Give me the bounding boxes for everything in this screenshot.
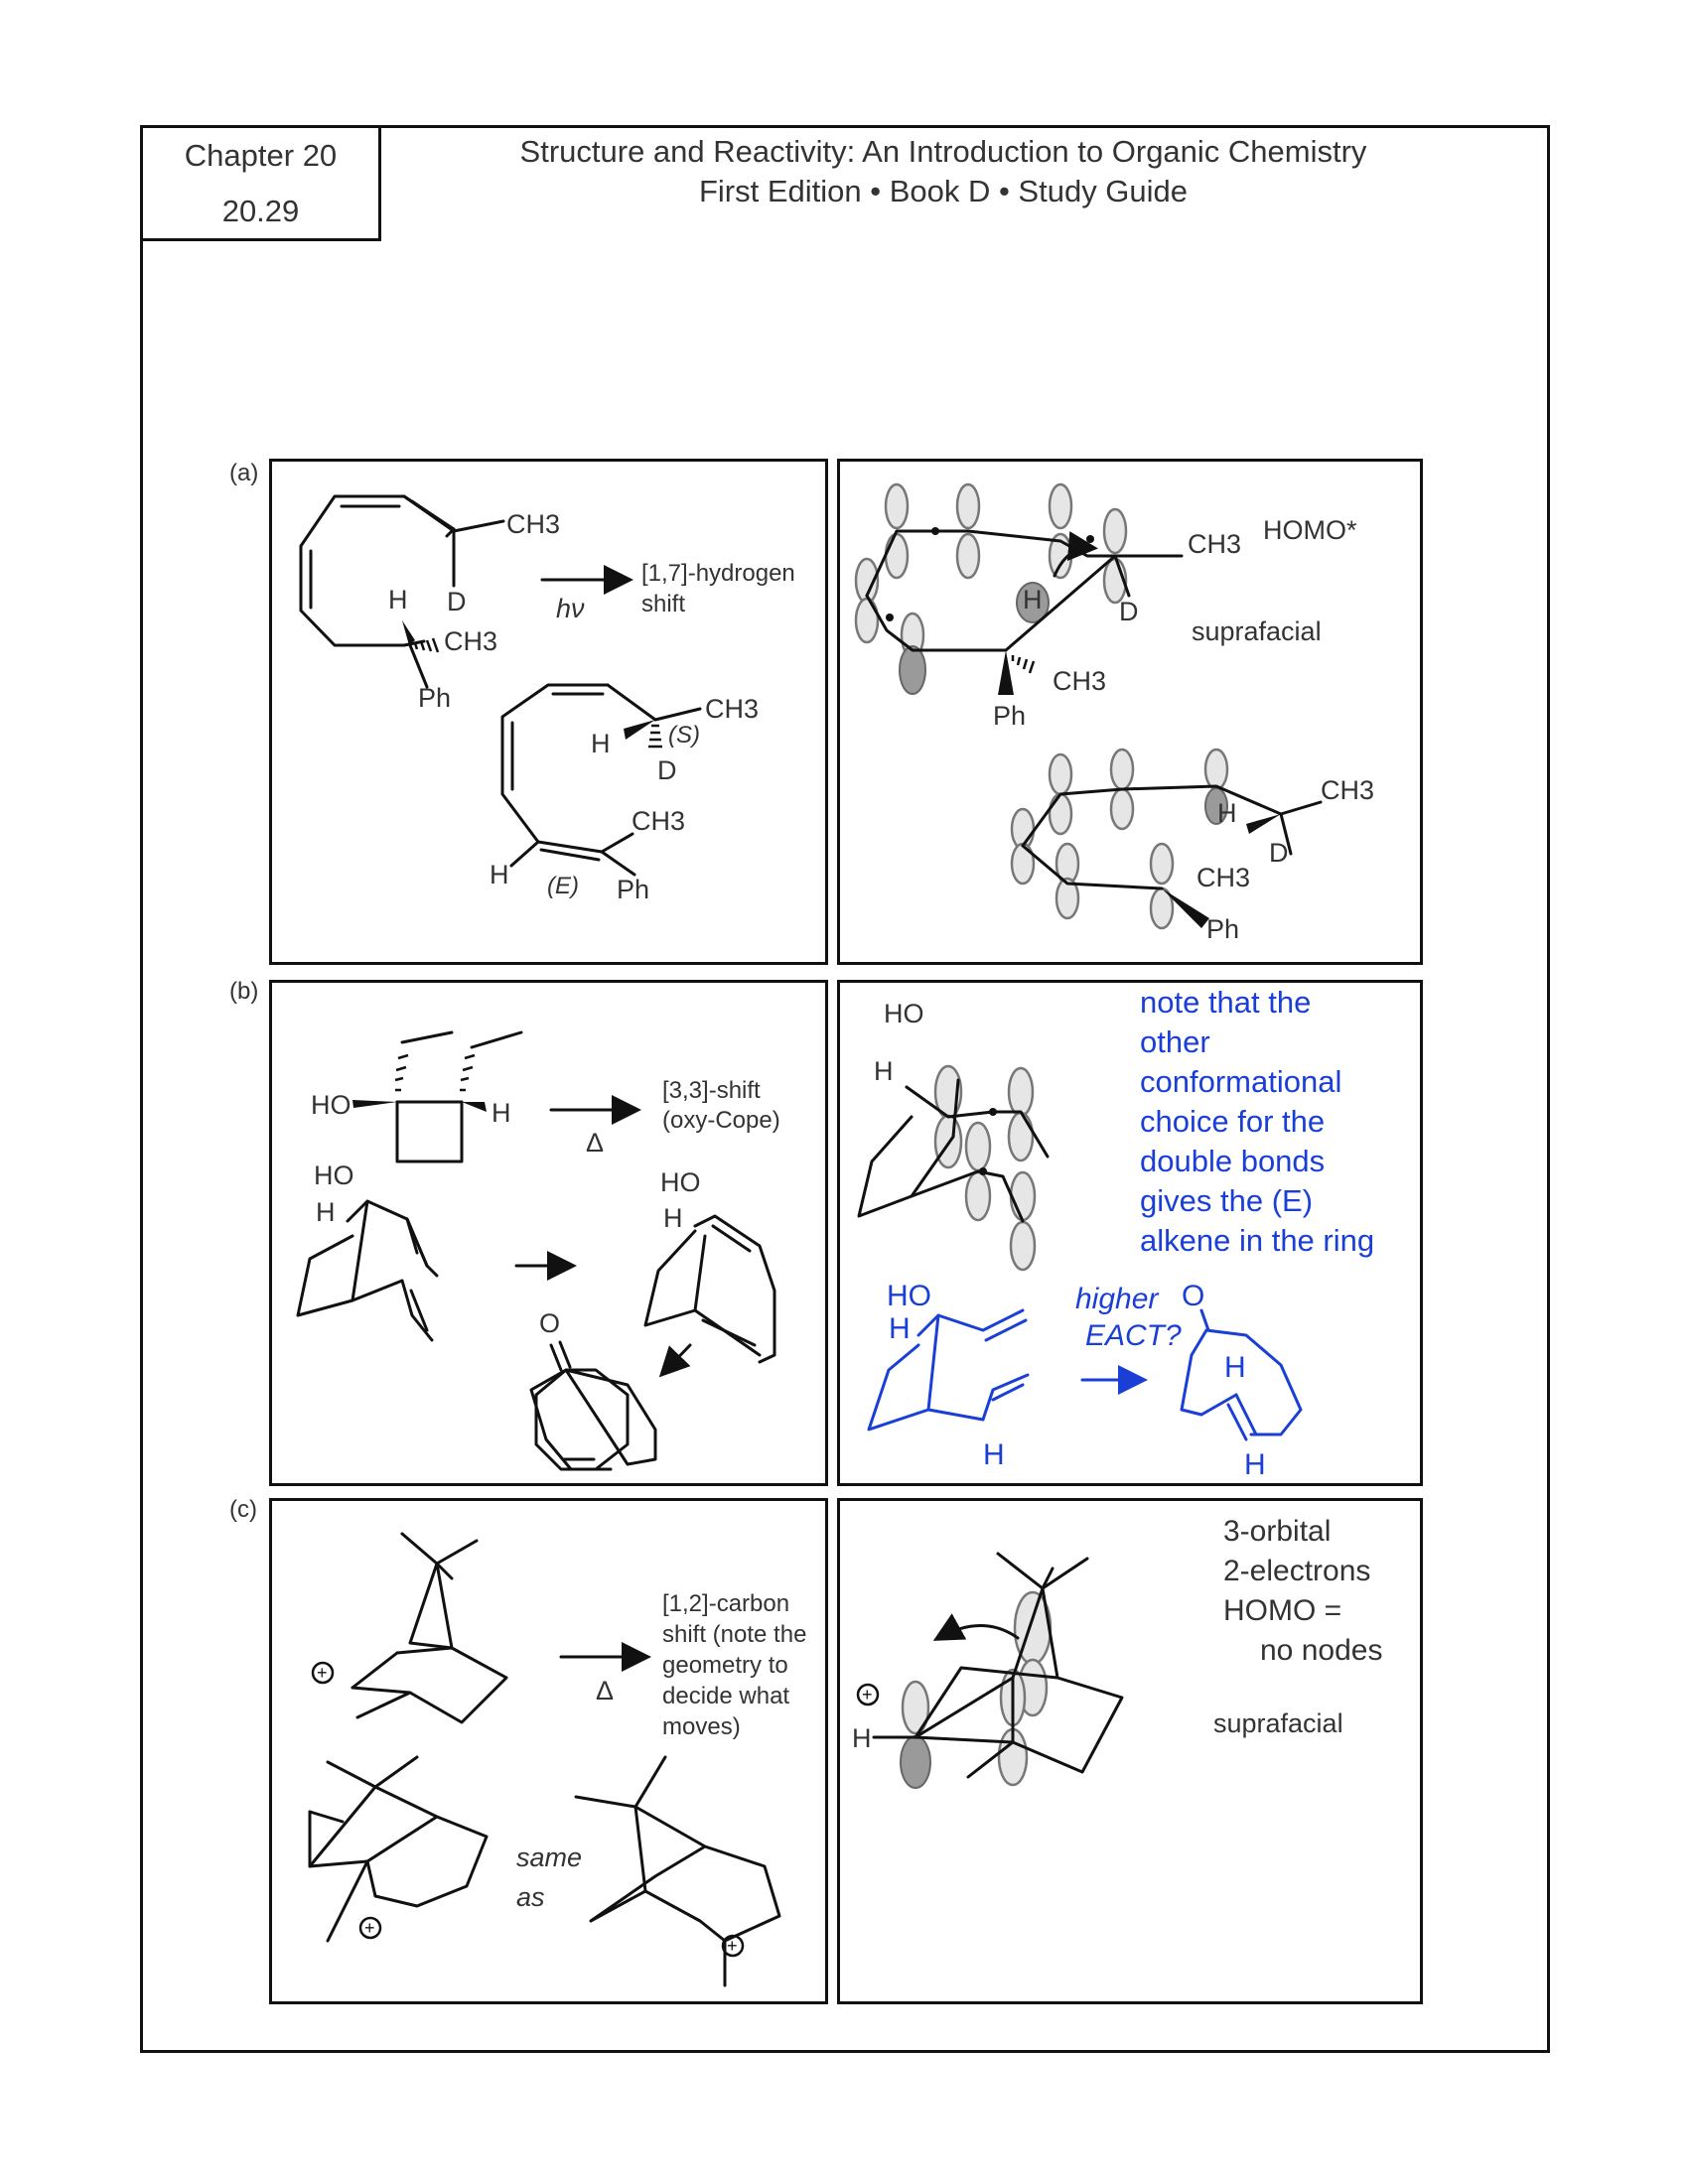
b-reaction-label2: (oxy-Cope) xyxy=(662,1107,780,1134)
b-r-ho-2: HO xyxy=(887,1280,931,1312)
b-r-h-2: H xyxy=(889,1312,911,1345)
b-higher: higher xyxy=(1075,1283,1159,1315)
c-right-line-4: no nodes xyxy=(1260,1634,1383,1667)
c-same: same xyxy=(516,1843,583,1872)
c-reaction-line-2: shift (note the xyxy=(662,1621,807,1648)
a-d-1: D xyxy=(447,587,467,616)
a-e-label: (E) xyxy=(547,873,579,899)
svg-text:+: + xyxy=(317,1663,328,1683)
b-h-2: H xyxy=(316,1197,336,1227)
a-r-d-2: D xyxy=(1269,838,1289,868)
b-reaction-label: [3,3]-shift xyxy=(662,1077,761,1104)
b-note-line-2: other xyxy=(1140,1024,1210,1059)
a-ch3-4: CH3 xyxy=(632,806,686,836)
a-r-ch3-1: CH3 xyxy=(1188,529,1242,559)
a-r-ch3-4: CH3 xyxy=(1196,863,1251,892)
a-r-h-2: H xyxy=(1217,798,1237,828)
book-title: Structure and Reactivity: An Introduction to Organic Chemistry xyxy=(519,134,1367,169)
b-ho-2: HO xyxy=(314,1160,354,1190)
a-ch3-1: CH3 xyxy=(506,509,561,539)
b-note-line-4: choice for the xyxy=(1140,1104,1326,1139)
c-orbitals xyxy=(901,1592,1051,1788)
a-s-label: (S) xyxy=(668,722,700,749)
b-eact: EACT? xyxy=(1085,1319,1182,1352)
a-ph-1: Ph xyxy=(418,683,452,713)
b-note-line-6: gives the (E) xyxy=(1140,1183,1314,1218)
c-right-line-3: HOMO = xyxy=(1223,1594,1342,1627)
a-h-1: H xyxy=(388,585,408,614)
b-r-h-4: H xyxy=(1224,1351,1246,1384)
book-subtitle: First Edition • Book D • Study Guide xyxy=(698,174,1189,208)
c-h: H xyxy=(852,1723,872,1753)
b-r-h-3: H xyxy=(983,1438,1005,1471)
svg-text:+: + xyxy=(364,1918,375,1938)
a-ch3-2: CH3 xyxy=(444,626,498,656)
svg-text:+: + xyxy=(862,1685,873,1705)
b-ho-1: HO xyxy=(311,1090,352,1120)
a-condition: hν xyxy=(556,594,585,623)
a-d-2: D xyxy=(657,755,677,785)
c-right-line-1: 3-orbital xyxy=(1223,1515,1332,1548)
c-right-line-2: 2-electrons xyxy=(1223,1555,1371,1587)
b-note-line-3: conformational xyxy=(1140,1064,1342,1099)
a-r-d-1: D xyxy=(1119,597,1139,626)
a-r-ph-1: Ph xyxy=(993,701,1027,731)
a-reaction-label: [1,7]-hydrogen xyxy=(641,560,795,587)
b-r-o: O xyxy=(1182,1280,1205,1312)
a-ph-2: Ph xyxy=(617,875,650,904)
b-r-h-1: H xyxy=(874,1056,894,1086)
c-reaction-line-4: decide what xyxy=(662,1683,790,1709)
a-r-ch3-3: CH3 xyxy=(1321,775,1375,805)
c-condition: Δ xyxy=(596,1676,615,1706)
c-as: as xyxy=(516,1882,545,1912)
b-note-line-1: note that the xyxy=(1140,985,1312,1020)
a-r-ph-2: Ph xyxy=(1206,914,1240,944)
b-note-line-5: double bonds xyxy=(1140,1144,1326,1178)
a-ch3-3: CH3 xyxy=(705,694,760,724)
b-r-h-5: H xyxy=(1244,1448,1266,1481)
a-suprafacial: suprafacial xyxy=(1192,616,1322,646)
part-a-label: (a) xyxy=(229,460,259,486)
a-reaction-label2: shift xyxy=(641,591,686,617)
a-h-2: H xyxy=(591,729,611,758)
chapter-label: Chapter 20 xyxy=(184,138,338,173)
b-h-1: H xyxy=(492,1098,511,1128)
b-note-line-7: alkene in the ring xyxy=(1140,1223,1375,1258)
c-right-text xyxy=(1223,1512,1382,1671)
b-h-3: H xyxy=(663,1203,683,1233)
svg-text:+: + xyxy=(727,1936,738,1956)
a-homo-label: HOMO* xyxy=(1263,515,1357,545)
b-r-ho-1: HO xyxy=(884,999,924,1028)
b-ho-3: HO xyxy=(660,1167,701,1197)
a-r-h-1: H xyxy=(1023,585,1043,614)
problem-number: 20.29 xyxy=(221,194,300,228)
a-r-ch3-2: CH3 xyxy=(1053,666,1107,696)
b-o-1: O xyxy=(539,1308,561,1338)
c-suprafacial: suprafacial xyxy=(1213,1708,1343,1738)
c-reaction-line-5: moves) xyxy=(662,1713,741,1740)
part-c-label: (c) xyxy=(229,1496,257,1523)
part-b-label: (b) xyxy=(229,978,259,1005)
c-reaction-line-3: geometry to xyxy=(662,1652,788,1679)
c-reaction-line-1: [1,2]-carbon xyxy=(662,1590,790,1617)
a-h-3: H xyxy=(490,860,509,889)
b-condition: Δ xyxy=(586,1128,605,1158)
